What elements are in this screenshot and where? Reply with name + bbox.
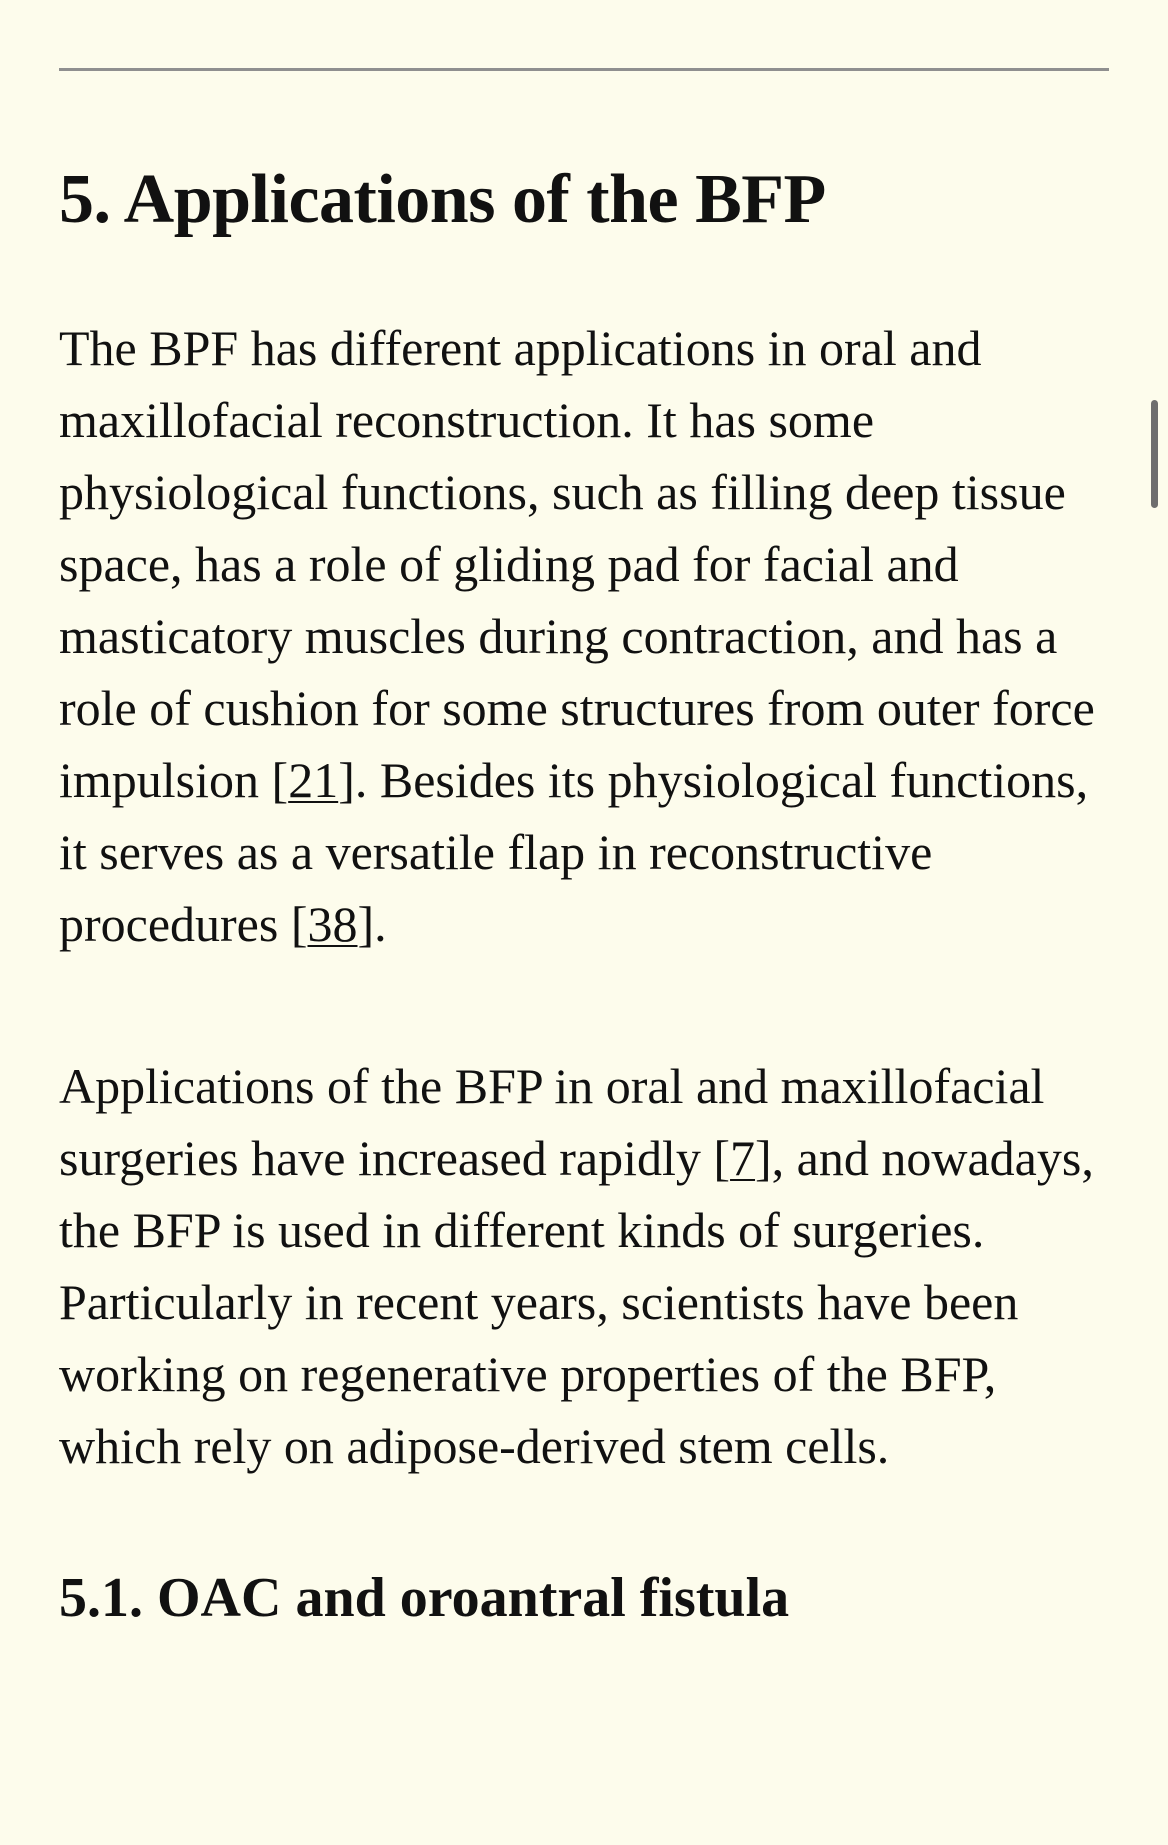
section-heading: 5. Applications of the BFP <box>59 161 826 238</box>
citation-link-21[interactable]: 21 <box>288 752 339 808</box>
section-divider <box>59 68 1109 71</box>
paragraph-1-text-b: ]. Besides its physiological functions, it serves as a versatile flap in reconstructive procedures [ <box>59 752 1089 952</box>
article-content <box>59 150 1119 1638</box>
paragraph-2 <box>59 1050 1119 1482</box>
paragraph-1 <box>59 312 1119 960</box>
citation-link-38[interactable]: 38 <box>307 896 358 952</box>
subsection-heading: 5.1. OAC and oroantral fistula <box>59 1567 790 1629</box>
paragraph-1-text-c: ]. <box>357 896 387 952</box>
paragraph-2-text-a: Applications of the BFP in oral and maxillofacial surgeries have increased rapidly [ <box>59 1058 1045 1186</box>
citation-link-7[interactable]: 7 <box>730 1130 756 1186</box>
scrollbar-thumb[interactable] <box>1151 400 1158 508</box>
paragraph-1-text-a: The BPF has different applications in oral and maxillofacial reconstruction. It has some physiological functions, such as filling deep tissue space, has a role of gliding pad for facial and masticatory muscles during contraction, and has a role of cushion for some structures from outer force impulsion [ <box>59 320 1095 808</box>
paragraph-2-text-b: ], and nowadays, the BFP is used in different kinds of surgeries. Particularly in recent years, scientists have been working on regenerative properties of the BFP, which rely on adipose-derived stem cells. <box>59 1130 1094 1474</box>
